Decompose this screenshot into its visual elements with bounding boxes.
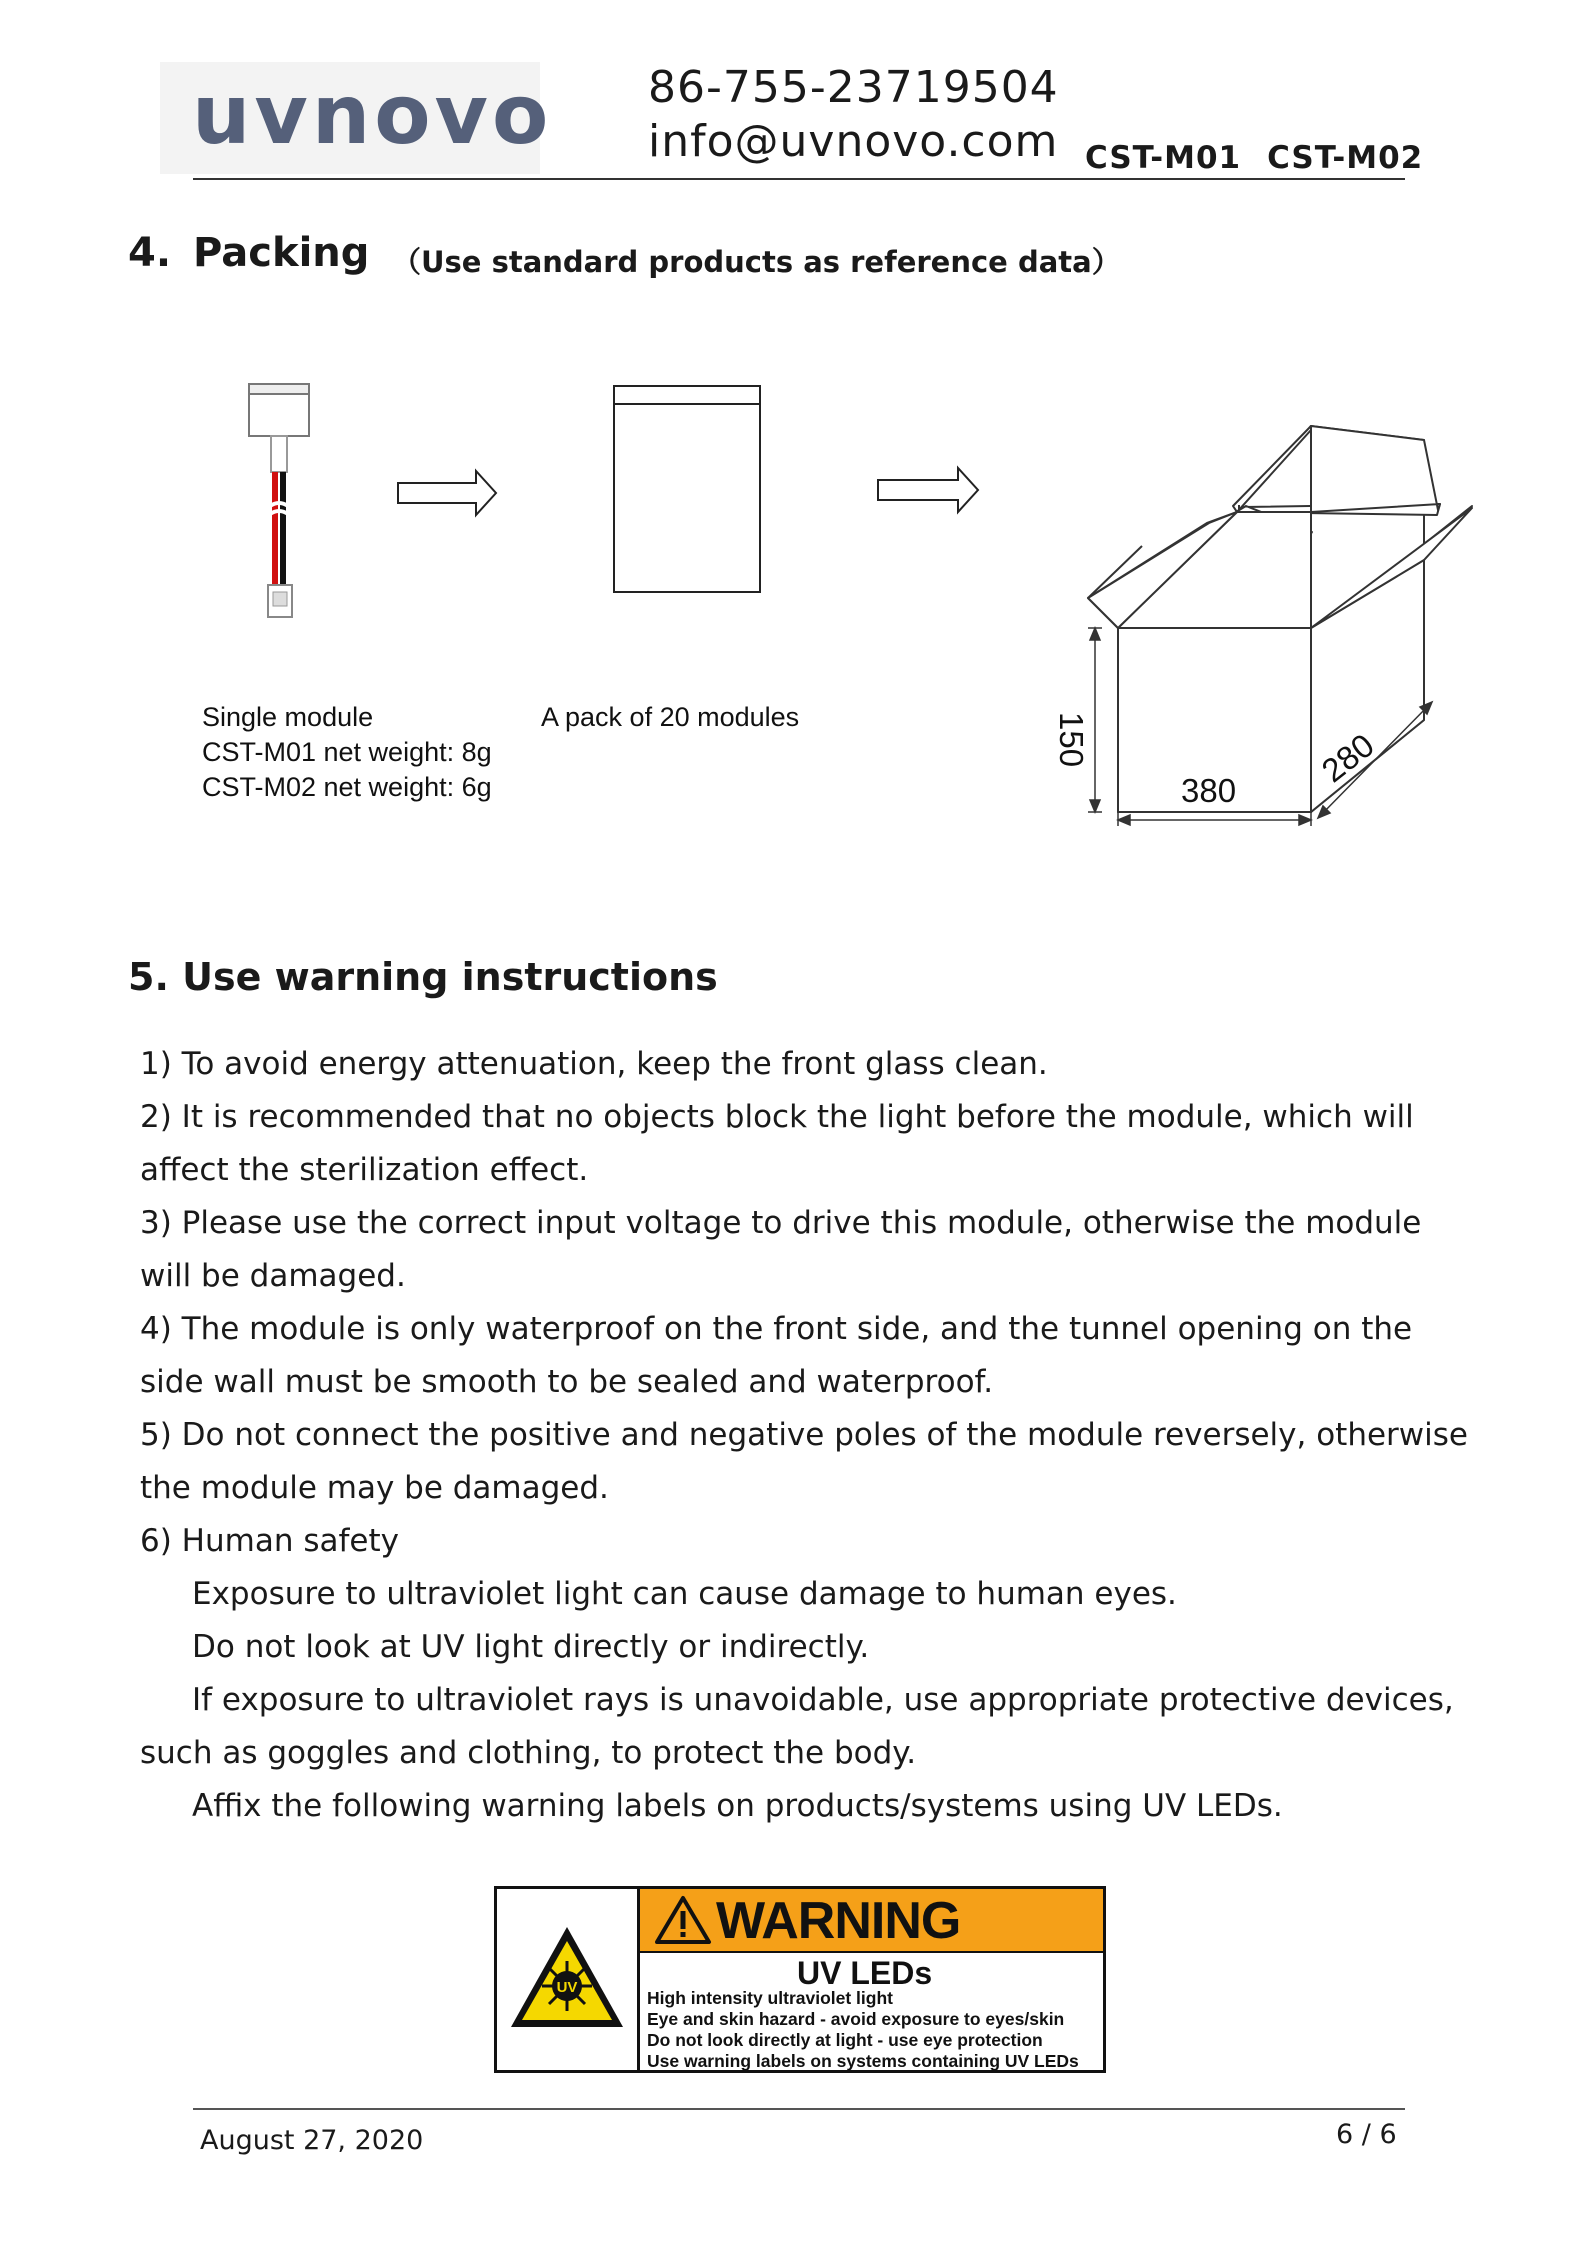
contact-phone: 86-755-23719504 — [648, 62, 1059, 113]
uv-symbol-text: UV — [556, 1979, 578, 1996]
warning-heading: 5. Use warning instructions — [128, 955, 718, 999]
module-illustration — [249, 384, 309, 617]
label-line: Do not look directly at light - use eye protection — [647, 2030, 1043, 2050]
logo-wordmark: uvnovo — [192, 68, 553, 163]
safety-line: If exposure to ultraviolet rays is unavoidable, use appropriate protective devices, such as goggles and clothing, to protect the body. — [140, 1682, 1454, 1771]
page-number: 6 / 6 — [1336, 2119, 1397, 2150]
m01-weight-caption: CST-M01 net weight: 8g — [202, 737, 492, 767]
safety-line: Do not look at UV light directly or indirectly. — [192, 1629, 870, 1665]
footer-date: August 27, 2020 — [200, 2125, 424, 2156]
box-length-label: 380 — [1181, 772, 1237, 809]
list-item: 5) Do not connect the positive and negative poles of the module reversely, otherwise the module may be damaged. — [140, 1417, 1468, 1506]
label-text — [647, 1988, 1079, 2072]
safety-line: Affix the following warning labels on products/systems using UV LEDs. — [192, 1788, 1283, 1824]
model-number: CST-M01 — [1085, 140, 1242, 176]
packing-note: （Use standard products as reference data） — [392, 245, 1121, 279]
warning-triangle-icon — [654, 1895, 712, 1945]
list-item: 4) The module is only waterproof on the front side, and the tunnel opening on the side wall must be smooth to be sealed and waterproof. — [140, 1311, 1413, 1400]
label-header — [640, 1889, 1103, 1953]
label-line: Use warning labels on systems containing UV LEDs — [647, 2051, 1079, 2071]
pack-caption: A pack of 20 modules — [541, 702, 800, 732]
single-module-caption: Single module — [202, 702, 374, 732]
section-number: 4. — [128, 230, 172, 276]
label-line: High intensity ultraviolet light — [647, 1988, 893, 2008]
model-number: CST-M02 — [1267, 140, 1424, 176]
label-title: WARNING — [716, 1892, 961, 1950]
safety-line: Exposure to ultraviolet light can cause damage to human eyes. — [192, 1576, 1177, 1612]
m02-weight-caption: CST-M02 net weight: 6g — [202, 772, 492, 802]
uv-symbol — [497, 1889, 640, 2070]
box-width-label: 280 — [1314, 726, 1381, 790]
warning-list — [140, 1038, 1480, 1833]
section-title: Packing — [193, 230, 370, 276]
label-line: Eye and skin hazard - avoid exposure to eyes/skin — [647, 2009, 1065, 2029]
uv-warning-label — [494, 1886, 1106, 2073]
arrow-right-icon — [398, 471, 496, 515]
box-illustration — [1088, 426, 1472, 812]
bag-illustration — [614, 386, 760, 592]
box-height-label: 150 — [1053, 712, 1090, 768]
footer-divider — [193, 2108, 1405, 2110]
list-item: 6) Human safety — [140, 1523, 399, 1559]
list-item: 2) It is recommended that no objects block the light before the module, which will affect the sterilization effect. — [140, 1099, 1414, 1188]
list-item: 3) Please use the correct input voltage to drive this module, otherwise the module will be damaged. — [140, 1205, 1422, 1294]
arrow-right-icon — [878, 468, 978, 512]
label-subtitle: UV LEDs — [797, 1955, 933, 1991]
list-item: 1) To avoid energy attenuation, keep the front glass clean. — [140, 1046, 1048, 1082]
contact-email: info@uvnovo.com — [648, 116, 1059, 167]
